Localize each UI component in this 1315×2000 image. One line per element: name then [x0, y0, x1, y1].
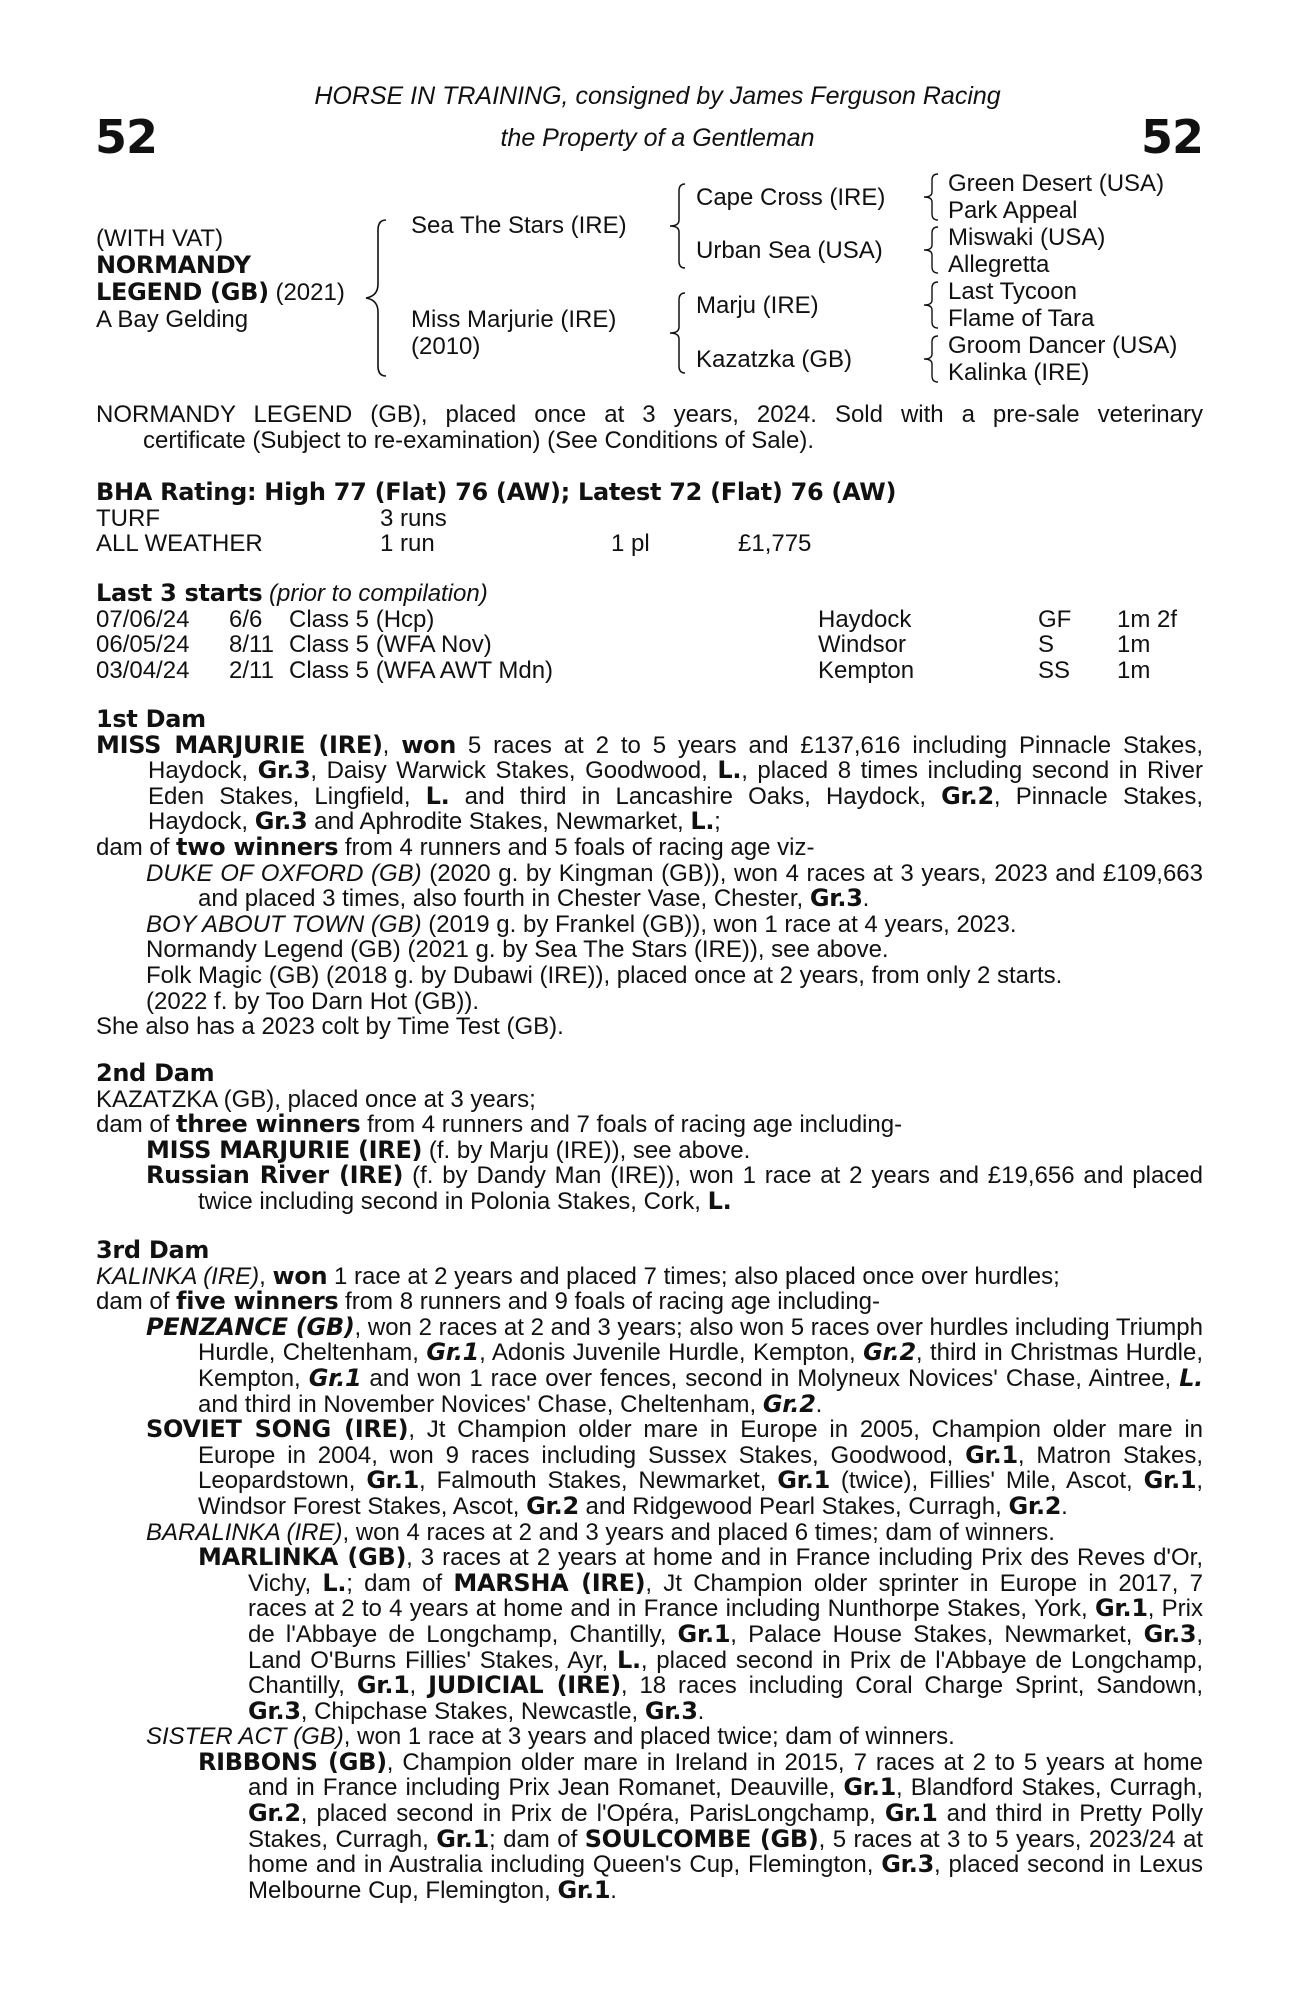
produce-item [96, 912, 1203, 938]
granddam-1: Urban Sea (USA) [696, 237, 883, 264]
sire: Sea The Stars (IRE) [411, 212, 627, 239]
intro-line-1: NORMANDY LEGEND (GB), placed once at 3 years, 2024. Sold with a pre-sale veterinary [96, 401, 1203, 428]
grade: Gr.3 [809, 884, 863, 913]
horse-year: (2021) [275, 279, 345, 306]
grade: Gr.3 [257, 756, 311, 785]
grade: Gr.1 [308, 1363, 362, 1392]
horse-sex: A Bay Gelding [96, 306, 249, 333]
grandsire-2: Marju (IRE) [696, 292, 819, 319]
grade: Gr.1 [677, 1619, 731, 1648]
grade: Gr.1 [884, 1799, 938, 1828]
produce-item [96, 1135, 1203, 1164]
rating-surface: TURF [96, 504, 160, 532]
text: . [697, 1697, 705, 1725]
produce-name: PENZANCE (GB) [146, 1312, 355, 1341]
grade: Gr.2 [526, 1491, 579, 1520]
rating-title: BHA Rating: High 77 (Flat) 76 (AW); Latest 72 (Flat) 76 (AW) [96, 478, 897, 506]
starts-section [96, 581, 1203, 683]
text: from 4 runners and 5 foals of racing age viz- [338, 833, 815, 861]
winners-count: five winners [176, 1287, 339, 1316]
starts-heading [96, 581, 1203, 607]
horse-name-line2 [96, 279, 345, 306]
text: ; dam of [489, 1825, 585, 1853]
text: , 5 races at 3 to 5 years, 2023/24 at home and in Australia including Queen's Cup, Flemington, [248, 1825, 1204, 1879]
produce-item: (2022 f. by Too Darn Hot (GB)). [146, 987, 480, 1015]
grade: Gr.2 [863, 1338, 916, 1367]
grade: L. [617, 1645, 641, 1674]
start-date: 06/05/24 [96, 631, 190, 659]
winners-count: two winners [176, 832, 339, 861]
grade: Gr.2 [248, 1799, 301, 1828]
grade: Gr.2 [941, 781, 994, 810]
text: , Pinnacle Stakes, Haydock, [148, 782, 1203, 836]
produce-name: JUDICIAL (IRE) [428, 1671, 621, 1700]
starts-note: (prior to compilation) [268, 580, 488, 607]
second-dam-record: KAZATZKA (GB), placed once at 3 years; [96, 1085, 536, 1113]
produce-name: SOVIET SONG (IRE) [146, 1415, 409, 1444]
text: dam of [96, 1288, 177, 1316]
grade: L. [322, 1568, 347, 1597]
start-distance: 1m [1117, 631, 1151, 659]
grade: Gr.1 [965, 1440, 1018, 1469]
produce-name: MARSHA (IRE) [453, 1568, 646, 1597]
lot-number-right: 52 [1140, 110, 1203, 164]
starts-title: Last 3 starts [96, 579, 263, 607]
ggparent-2: Park Appeal [948, 197, 1078, 224]
brace-main [360, 218, 390, 378]
rating-section [96, 480, 1203, 557]
dam-year: (2010) [411, 333, 481, 360]
text: and third in November Novices' Chase, Cheltenham, [198, 1390, 763, 1418]
brace-g4-1 [920, 172, 942, 222]
text: , placed second in Lexus Melbourne Cup, Flemington, [248, 1851, 1203, 1904]
text: ; [714, 808, 721, 836]
brace-dam [665, 291, 689, 375]
text: from 4 runners and 7 foals of racing age including- [360, 1111, 903, 1139]
start-position: 2/11 [229, 656, 274, 684]
produce-name: MISS MARJURIE (IRE) [146, 1135, 423, 1164]
horse-name-line1: NORMANDY [96, 251, 251, 279]
intro-line-2: certificate (Subject to re-examination) (See Conditions of Sale). [143, 426, 814, 454]
produce-item [96, 1163, 1203, 1214]
first-dam-section [96, 707, 1203, 1040]
text: (2019 g. by Frankel (GB)), won 1 race at 4 years, 2023. [421, 910, 1017, 938]
produce-item: Normandy Legend (GB) (2021 g. by Sea The Stars (IRE)), see above. [146, 936, 889, 964]
rating-placed: 1 pl [611, 530, 650, 558]
text: , Prix de l'Abbaye de Longchamp, Chantilly, [248, 1595, 1203, 1648]
second-dam-produce-summary [96, 1112, 1203, 1138]
text: and Aphrodite Stakes, Newmarket, [307, 808, 691, 836]
start-distance: 1m 2f [1117, 605, 1178, 633]
text: (f. by Dandy Man (IRE)), won 1 race at 2 years and £19,656 and placed twice including second in Polonia Stakes, Cork, [198, 1162, 1203, 1215]
first-dam-name: MISS MARJURIE (IRE) [96, 730, 383, 759]
start-course: Windsor [818, 631, 907, 659]
brace-g4-3 [920, 280, 942, 330]
header-property: the Property of a Gentleman [500, 124, 815, 152]
ggparent-6: Flame of Tara [948, 305, 1095, 332]
start-race: Class 5 (WFA AWT Mdn) [289, 656, 554, 684]
produce-name: Russian River (IRE) [146, 1161, 404, 1190]
produce-item-soviet-song [96, 1417, 1203, 1519]
first-dam-produce-summary [96, 832, 1203, 861]
vat-note: (WITH VAT) [96, 225, 224, 252]
rating-runs: 1 run [380, 530, 435, 558]
text: ; dam of [346, 1569, 454, 1597]
text: , won 4 races at 2 and 3 years and placed 6 times; dam of winners. [342, 1518, 1055, 1546]
third-dam-produce-summary [96, 1289, 1203, 1315]
text: and won 1 race over fences, second in Molyneux Novices' Chase, Aintree, [361, 1364, 1180, 1392]
text: , won 1 race at 3 years and placed twice; dam of winners. [343, 1723, 955, 1751]
grade: Gr.3 [248, 1696, 301, 1725]
grade: L. [717, 756, 742, 785]
grade: Gr.2 [762, 1389, 816, 1418]
grade: Gr.1 [1094, 1594, 1148, 1623]
text: , Adonis Juvenile Hurdle, Kempton, [479, 1339, 864, 1367]
produce-item-ribbons [96, 1747, 1204, 1904]
start-position: 8/11 [229, 631, 274, 659]
text: dam of [96, 1111, 177, 1139]
start-position: 6/6 [229, 605, 263, 633]
text: . [862, 885, 870, 913]
start-going: S [1038, 631, 1055, 659]
second-dam-section [96, 1061, 1203, 1215]
text: , Chipchase Stakes, Newcastle, [300, 1697, 645, 1725]
winners-count: three winners [176, 1110, 361, 1139]
start-course: Kempton [818, 656, 915, 684]
text: , Falmouth Stakes, Newmarket, [419, 1467, 778, 1495]
produce-item-baralinka [96, 1520, 1203, 1546]
brace-g4-2 [920, 225, 942, 275]
brace-sire [665, 182, 689, 270]
won-label: won [401, 730, 457, 759]
text: , Jt Champion older mare in Europe in 2005, Champion older mare in Europe in 2004, won 9 races including Sussex Stakes, Goodwood, [198, 1416, 1203, 1469]
produce-item-sister-act [96, 1724, 1203, 1750]
rating-surface: ALL WEATHER [96, 530, 263, 558]
grade: Gr.1 [777, 1466, 830, 1495]
start-row [96, 607, 1203, 633]
text: dam of [96, 833, 177, 861]
start-race: Class 5 (WFA Nov) [289, 631, 492, 659]
text: , [409, 1672, 429, 1700]
text: , Windsor Forest Stakes, Ascot, [198, 1467, 1203, 1520]
text: . [1061, 1492, 1068, 1520]
grade: Gr.3 [881, 1850, 934, 1879]
text: , won 2 races at 2 and 3 years; also won 5 races over hurdles including Triumph Hurdle, Cheltenham, [198, 1313, 1203, 1367]
grade: Gr.1 [356, 1671, 410, 1700]
ggparent-3: Miswaki (USA) [948, 224, 1106, 251]
text: , Daisy Warwick Stakes, Goodwood, [310, 757, 718, 785]
produce-name: RIBBONS (GB) [198, 1747, 387, 1776]
rating-runs: 3 runs [380, 504, 447, 532]
second-dam-heading: 2nd Dam [96, 1059, 215, 1087]
produce-item-marlinka [96, 1545, 1203, 1724]
grade: Gr.3 [254, 807, 308, 836]
grade: Gr.3 [1143, 1619, 1197, 1648]
text: and third in Pretty Polly Stakes, Curragh, [248, 1800, 1204, 1853]
start-race: Class 5 (Hcp) [289, 605, 435, 633]
grade: Gr.1 [436, 1824, 490, 1853]
intro-paragraph [96, 402, 1203, 453]
text: (twice), Fillies' Mile, Ascot, [830, 1467, 1144, 1495]
text: , 3 races at 2 years at home and in France including Prix des Reves d'Or, Vichy, [248, 1544, 1203, 1597]
grade: L. [707, 1186, 732, 1215]
produce-item: Folk Magic (GB) (2018 g. by Dubawi (IRE)), placed once at 2 years, from only 2 starts. [146, 961, 1063, 989]
text: , 18 races including Coral Charge Sprint, Sandown, [620, 1672, 1204, 1700]
rating-row-turf [96, 506, 1203, 532]
start-row [96, 632, 1203, 658]
grade: L. [690, 807, 715, 836]
produce-name: BOY ABOUT TOWN (GB) [146, 910, 422, 938]
third-dam-heading: 3rd Dam [96, 1236, 210, 1264]
produce-name: SOULCOMBE (GB) [584, 1824, 819, 1853]
start-date: 03/04/24 [96, 656, 190, 684]
grade: Gr.2 [1008, 1491, 1062, 1520]
ggparent-5: Last Tycoon [948, 278, 1077, 305]
grade: Gr.1 [366, 1466, 420, 1495]
grade: Gr.1 [557, 1875, 611, 1904]
produce-name: MARLINKA (GB) [198, 1543, 407, 1572]
text: from 8 runners and 9 foals of racing age including- [338, 1288, 881, 1316]
ggparent-1: Green Desert (USA) [948, 170, 1165, 197]
lot-number-left: 52 [95, 110, 158, 164]
header-consignor: HORSE IN TRAINING, consigned by James Ferguson Racing [314, 82, 1001, 110]
produce-item-penzance [96, 1312, 1204, 1418]
text: and third in Lancashire Oaks, Haydock, [449, 782, 942, 810]
text: 5 races at 2 to 5 years and £137,616 including Pinnacle Stakes, Haydock, [148, 731, 1203, 785]
text: , Blandford Stakes, Curragh, [896, 1774, 1203, 1802]
start-date: 07/06/24 [96, 605, 190, 633]
text: (2020 g. by Kingman (GB)), won 4 races at 3 years, 2023 and £109,663 and placed 3 times, also fourth in Chester Vase, Chester, [198, 859, 1203, 913]
first-dam-also: She also has a 2023 colt by Time Test (GB). [96, 1013, 564, 1041]
text: . [610, 1876, 617, 1904]
start-going: GF [1038, 605, 1072, 633]
start-course: Haydock [818, 605, 912, 633]
grandsire-1: Cape Cross (IRE) [696, 184, 886, 211]
won-label: won [272, 1261, 328, 1290]
text: , third in Christmas Hurdle, Kempton, [198, 1339, 1204, 1392]
granddam-2: Kazatzka (GB) [696, 346, 853, 373]
ggparent-4: Allegretta [948, 251, 1050, 278]
produce-name: SISTER ACT (GB) [146, 1723, 344, 1751]
dam: Miss Marjurie (IRE) [411, 306, 617, 333]
grade: L. [425, 781, 450, 810]
rating-row-aw [96, 531, 1203, 557]
start-distance: 1m [1117, 656, 1151, 684]
grade: L. [1179, 1363, 1203, 1392]
text: , Jt Champion older sprinter in Europe in 2017, 7 races at 2 to 4 years at home and in France including Nunthorpe Stakes, York, [248, 1569, 1203, 1623]
text: , placed second in Prix de l'Opéra, ParisLongchamp, [300, 1800, 885, 1828]
produce-item [96, 861, 1203, 912]
text: , Matron Stakes, Leopardstown, [198, 1441, 1203, 1495]
third-dam-name: KALINKA (IRE) [96, 1262, 260, 1290]
produce-name: DUKE OF OXFORD (GB) [146, 859, 422, 887]
third-dam-record: KALINKA (IRE), won 1 race at 2 years and placed 7 times; also placed once over hurdles; [96, 1261, 1060, 1290]
rating-prize: £1,775 [738, 530, 812, 558]
brace-g4-4 [920, 334, 942, 384]
text: , Champion older mare in Ireland in 2015, 7 races at 2 to 5 years at home and in France including Prix Jean Romanet, Deauville, [248, 1748, 1203, 1802]
horse-name-suffix: LEGEND (GB) [96, 278, 269, 306]
grade: Gr.3 [644, 1696, 698, 1725]
third-dam-section [96, 1238, 1203, 1903]
grade: Gr.1 [1143, 1466, 1197, 1495]
first-dam-record: MISS MARJURIE (IRE), won 5 races at 2 to 5 years and £137,616 including Pinnacle Stakes, Haydock, Gr.3, Daisy Warwick Stakes, Goodwood, L., placed 8 times including second in River Eden Stakes, Lingfield, L. and third in Lancashire Oaks, Haydock, Gr.2, Pinnacle Stakes, Haydock, Gr.3 and Aphrodite Stakes, Newmarket, L.; [96, 730, 1204, 836]
text: . [815, 1390, 823, 1418]
grade: Gr.1 [843, 1773, 897, 1802]
text: (f. by Marju (IRE)), see above. [422, 1136, 751, 1164]
text: , Palace House Stakes, Newmarket, [730, 1620, 1144, 1648]
ggparent-7: Groom Dancer (USA) [948, 332, 1178, 359]
start-row [96, 658, 1203, 684]
start-going: SS [1038, 656, 1071, 684]
grade: Gr.1 [426, 1338, 480, 1367]
ggparent-8: Kalinka (IRE) [948, 359, 1090, 386]
text: 1 race at 2 years and placed 7 times; also placed once over hurdles; [327, 1262, 1060, 1290]
text: , Land O'Burns Fillies' Stakes, Ayr, [248, 1620, 1203, 1674]
text: and Ridgewood Pearl Stakes, Curragh, [578, 1492, 1009, 1520]
text: , placed 8 times including second in River Eden Stakes, Lingfield, [148, 757, 1204, 810]
text: , placed second in Prix de l'Abbaye de Longchamp, Chantilly, [248, 1646, 1203, 1700]
produce-name: BARALINKA (IRE) [146, 1518, 343, 1546]
first-dam-heading: 1st Dam [96, 705, 206, 733]
